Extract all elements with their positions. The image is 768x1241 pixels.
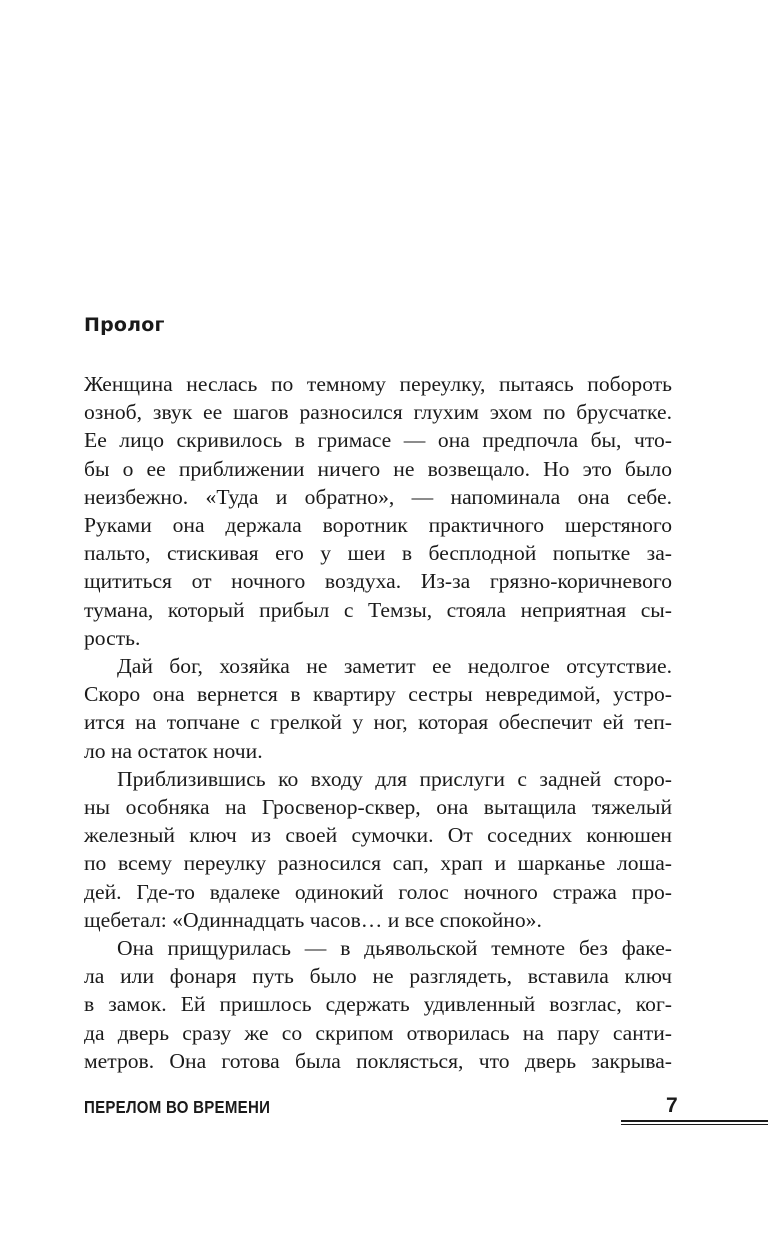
text-line: пальто, стискивая его у шеи в бесплодной попытке за- <box>84 541 672 566</box>
text-line: ны особняка на Гросвенор-сквер, она вытащила тяжелый <box>84 795 672 820</box>
footer-rule-bottom <box>621 1124 768 1125</box>
text-line: метров. Она готова была поклясться, что дверь закрыва- <box>84 1048 672 1073</box>
footer-rule-top <box>621 1120 768 1122</box>
text-line: Она прищурилась — в дьявольской темноте без факе- <box>117 936 672 961</box>
text-line: Скоро она вернется в квартиру сестры невредимой, устро- <box>84 682 672 707</box>
text-line: ла или фонаря путь было не разглядеть, вставила ключ <box>84 964 672 989</box>
text-line: Дай бог, хозяйка не заметит ее недолгое отсутствие. <box>117 654 672 679</box>
text-line: Приблизившись ко входу для прислуги с задней сторо- <box>117 766 672 791</box>
chapter-body <box>84 370 672 1075</box>
text-line: железный ключ из своей сумочки. От соседних конюшен <box>84 823 672 848</box>
text-line: Женщина неслась по темному переулку, пытаясь побороть <box>84 372 672 396</box>
page-number: 7 <box>666 1094 678 1117</box>
running-footer-title: ПЕРЕЛОМ ВО ВРЕМЕНИ <box>84 1097 271 1117</box>
text-line: щебетал: «Одиннадцать часов… и все спокойно». <box>84 907 542 932</box>
text-line: дей. Где-то вдалеке одинокий голос ночного стража про- <box>84 879 672 904</box>
text-line: ится на топчане с грелкой у ног, которая обеспечит ей теп- <box>84 710 672 735</box>
text-line: Ее лицо скривилось в гримасе — она предпочла бы, что- <box>84 428 672 453</box>
text-line: тумана, который прибыл с Темзы, стояла неприятная сы- <box>84 597 672 622</box>
text-line: озноб, звук ее шагов разносился глухим эхом по брусчатке. <box>84 400 672 425</box>
text-line: по всему переулку разносился сап, храп и шарканье лоша- <box>84 851 672 876</box>
text-line: в замок. Ей пришлось сдержать удивленный возглас, ког- <box>84 992 672 1017</box>
text-line: ло на остаток ночи. <box>84 738 263 763</box>
text-line: да дверь сразу же со скрипом отворилась на пару санти- <box>84 1020 672 1045</box>
text-line: рость. <box>84 625 141 650</box>
text-line: щититься от ночного воздуха. Из-за грязно-коричневого <box>84 569 672 594</box>
text-line: Руками она держала воротник практичного шерстяного <box>84 513 672 538</box>
text-line: бы о ее приближении ничего не возвещало. Но это было <box>84 456 672 481</box>
chapter-title: Пролог <box>84 314 165 336</box>
text-line: неизбежно. «Туда и обратно», — напоминала она себе. <box>84 484 672 509</box>
